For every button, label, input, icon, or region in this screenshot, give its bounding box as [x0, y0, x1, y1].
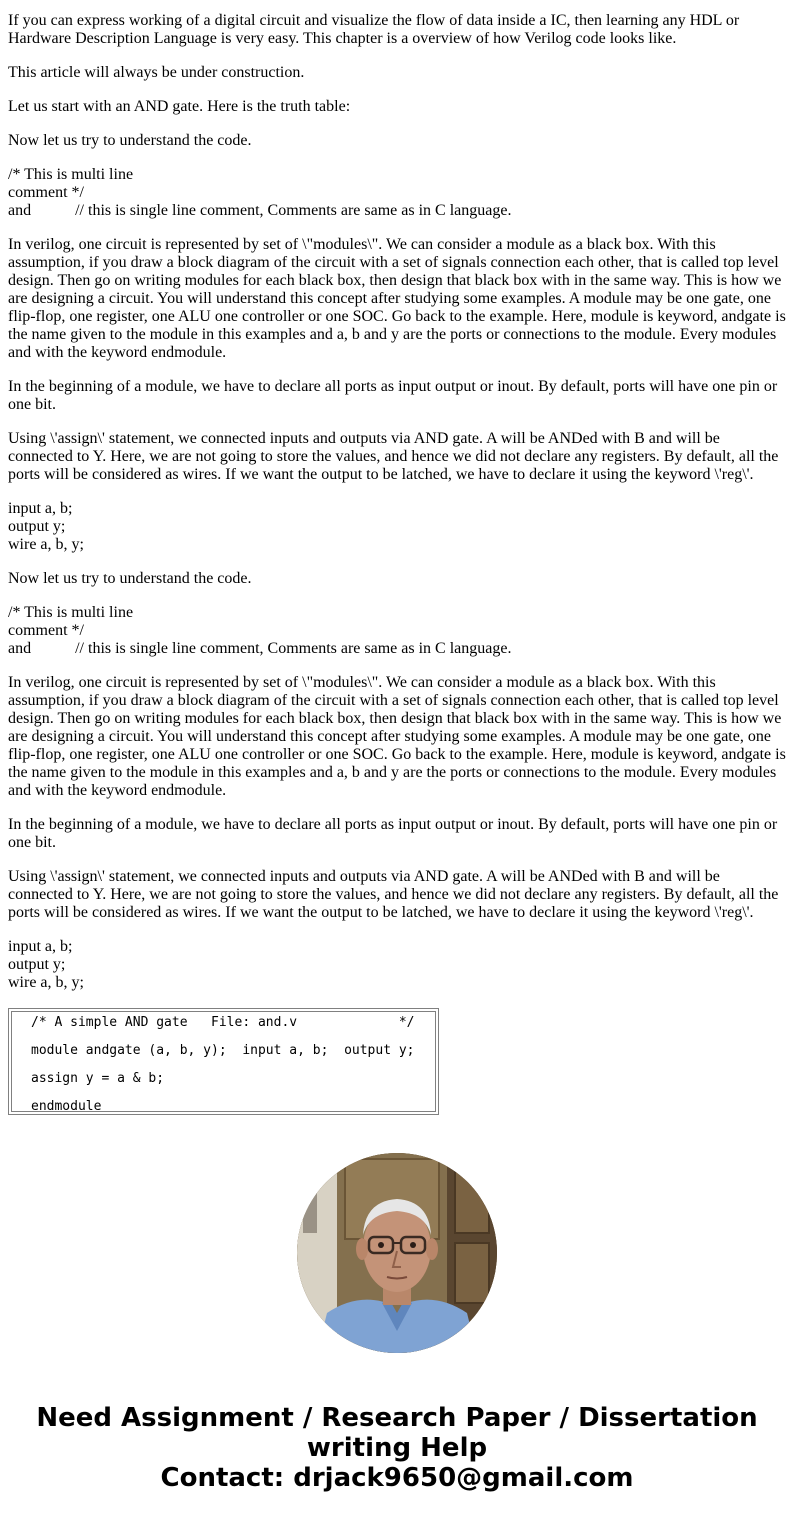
comment-line: /* This is multi line	[8, 166, 134, 183]
declarations-example	[8, 938, 788, 992]
comment-line: and // this is single line comment, Comments are same as in C language.	[8, 202, 512, 219]
assign-paragraph: Using \'assign\' statement, we connected inputs and outputs via AND gate. A will be ANDed with B and will be connected to Y. Here, we are not going to store the values, and hence we did not declare any registers. By default, all the ports will be considered as wires. If we want the output to be latched, we have to declare it using the keyword \'reg\'.	[8, 430, 779, 483]
ports-paragraph: In the beginning of a module, we have to declare all ports as input output or inout. By default, ports will have one pin or one bit.	[8, 378, 778, 413]
code-listing	[11, 1011, 436, 1112]
code-line: module andgate (a, b, y); input a, b; output y;	[31, 1043, 415, 1058]
modules-paragraph: In verilog, one circuit is represented by set of \"modules\". We can consider a module as a black box. With this assumption, if you draw a block diagram of the circuit with a set of signals connection each other, that is called top level design. Then go on writing modules for each black box, then design that black box with in the same way. This is how we are designing a circuit. You will understand this concept after studying some examples. A module may be one gate, one flip-flop, one register, one ALU one controller or one SOC. Go back to the example. Here, module is keyword, andgate is the name given to the module in this examples and a, b and y are the ports or connections to the module. Every modules and with the keyword endmodule.	[8, 236, 786, 361]
comment-example	[8, 166, 788, 220]
comment-line: /* This is multi line	[8, 604, 134, 621]
author-portrait-icon	[297, 1153, 497, 1353]
contact-email: Contact: drjack9650@gmail.com	[160, 1463, 634, 1493]
code-line: /* A simple AND gate File: and.v */	[31, 1015, 415, 1030]
modules-paragraph: In verilog, one circuit is represented by set of \"modules\". We can consider a module as a black box. With this assumption, if you draw a block diagram of the circuit with a set of signals connection each other, that is called top level design. Then go on writing modules for each black box, then design that black box with in the same way. This is how we are designing a circuit. You will understand this concept after studying some examples. A module may be one gate, one flip-flop, one register, one ALU one controller or one SOC. Go back to the example. Here, module is keyword, andgate is the name given to the module in this examples and a, b and y are the ports or connections to the module. Every modules and with the keyword endmodule.	[8, 674, 786, 799]
banner-line: Need Assignment / Research Paper / Dissertation	[36, 1403, 758, 1433]
code-listing-table	[8, 1008, 439, 1115]
declarations-example	[8, 500, 788, 554]
assign-paragraph: Using \'assign\' statement, we connected inputs and outputs via AND gate. A will be ANDed with B and will be connected to Y. Here, we are not going to store the values, and hence we did not declare any registers. By default, all the ports will be considered as wires. If we want the output to be latched, we have to declare it using the keyword \'reg\'.	[8, 868, 779, 921]
declaration-line: wire a, b, y;	[8, 536, 84, 553]
comment-example	[8, 604, 788, 658]
construction-note: This article will always be under construction.	[8, 64, 305, 81]
understand-code-heading: Now let us try to understand the code.	[8, 132, 252, 149]
comment-line: comment */	[8, 184, 84, 201]
declaration-line: output y;	[8, 518, 66, 535]
ports-paragraph: In the beginning of a module, we have to declare all ports as input output or inout. By default, ports will have one pin or one bit.	[8, 816, 778, 851]
truth-table-intro: Let us start with an AND gate. Here is the truth table:	[8, 98, 351, 115]
contact-banner	[0, 1403, 794, 1493]
declaration-line: output y;	[8, 956, 66, 973]
code-line: assign y = a & b;	[31, 1071, 165, 1086]
declaration-line: wire a, b, y;	[8, 974, 84, 991]
author-avatar	[297, 1153, 497, 1353]
intro-paragraph: If you can express working of a digital circuit and visualize the flow of data inside a IC, then learning any HDL or Hardware Description Language is very easy. This chapter is a overview of how Verilog code looks like.	[8, 12, 740, 47]
comment-line: and // this is single line comment, Comments are same as in C language.	[8, 640, 512, 657]
comment-line: comment */	[8, 622, 84, 639]
banner-line: writing Help	[306, 1433, 488, 1463]
code-line: endmodule	[31, 1099, 102, 1114]
understand-code-heading: Now let us try to understand the code.	[8, 570, 252, 587]
declaration-line: input a, b;	[8, 938, 73, 955]
article-body	[8, 12, 788, 1008]
declaration-line: input a, b;	[8, 500, 73, 517]
